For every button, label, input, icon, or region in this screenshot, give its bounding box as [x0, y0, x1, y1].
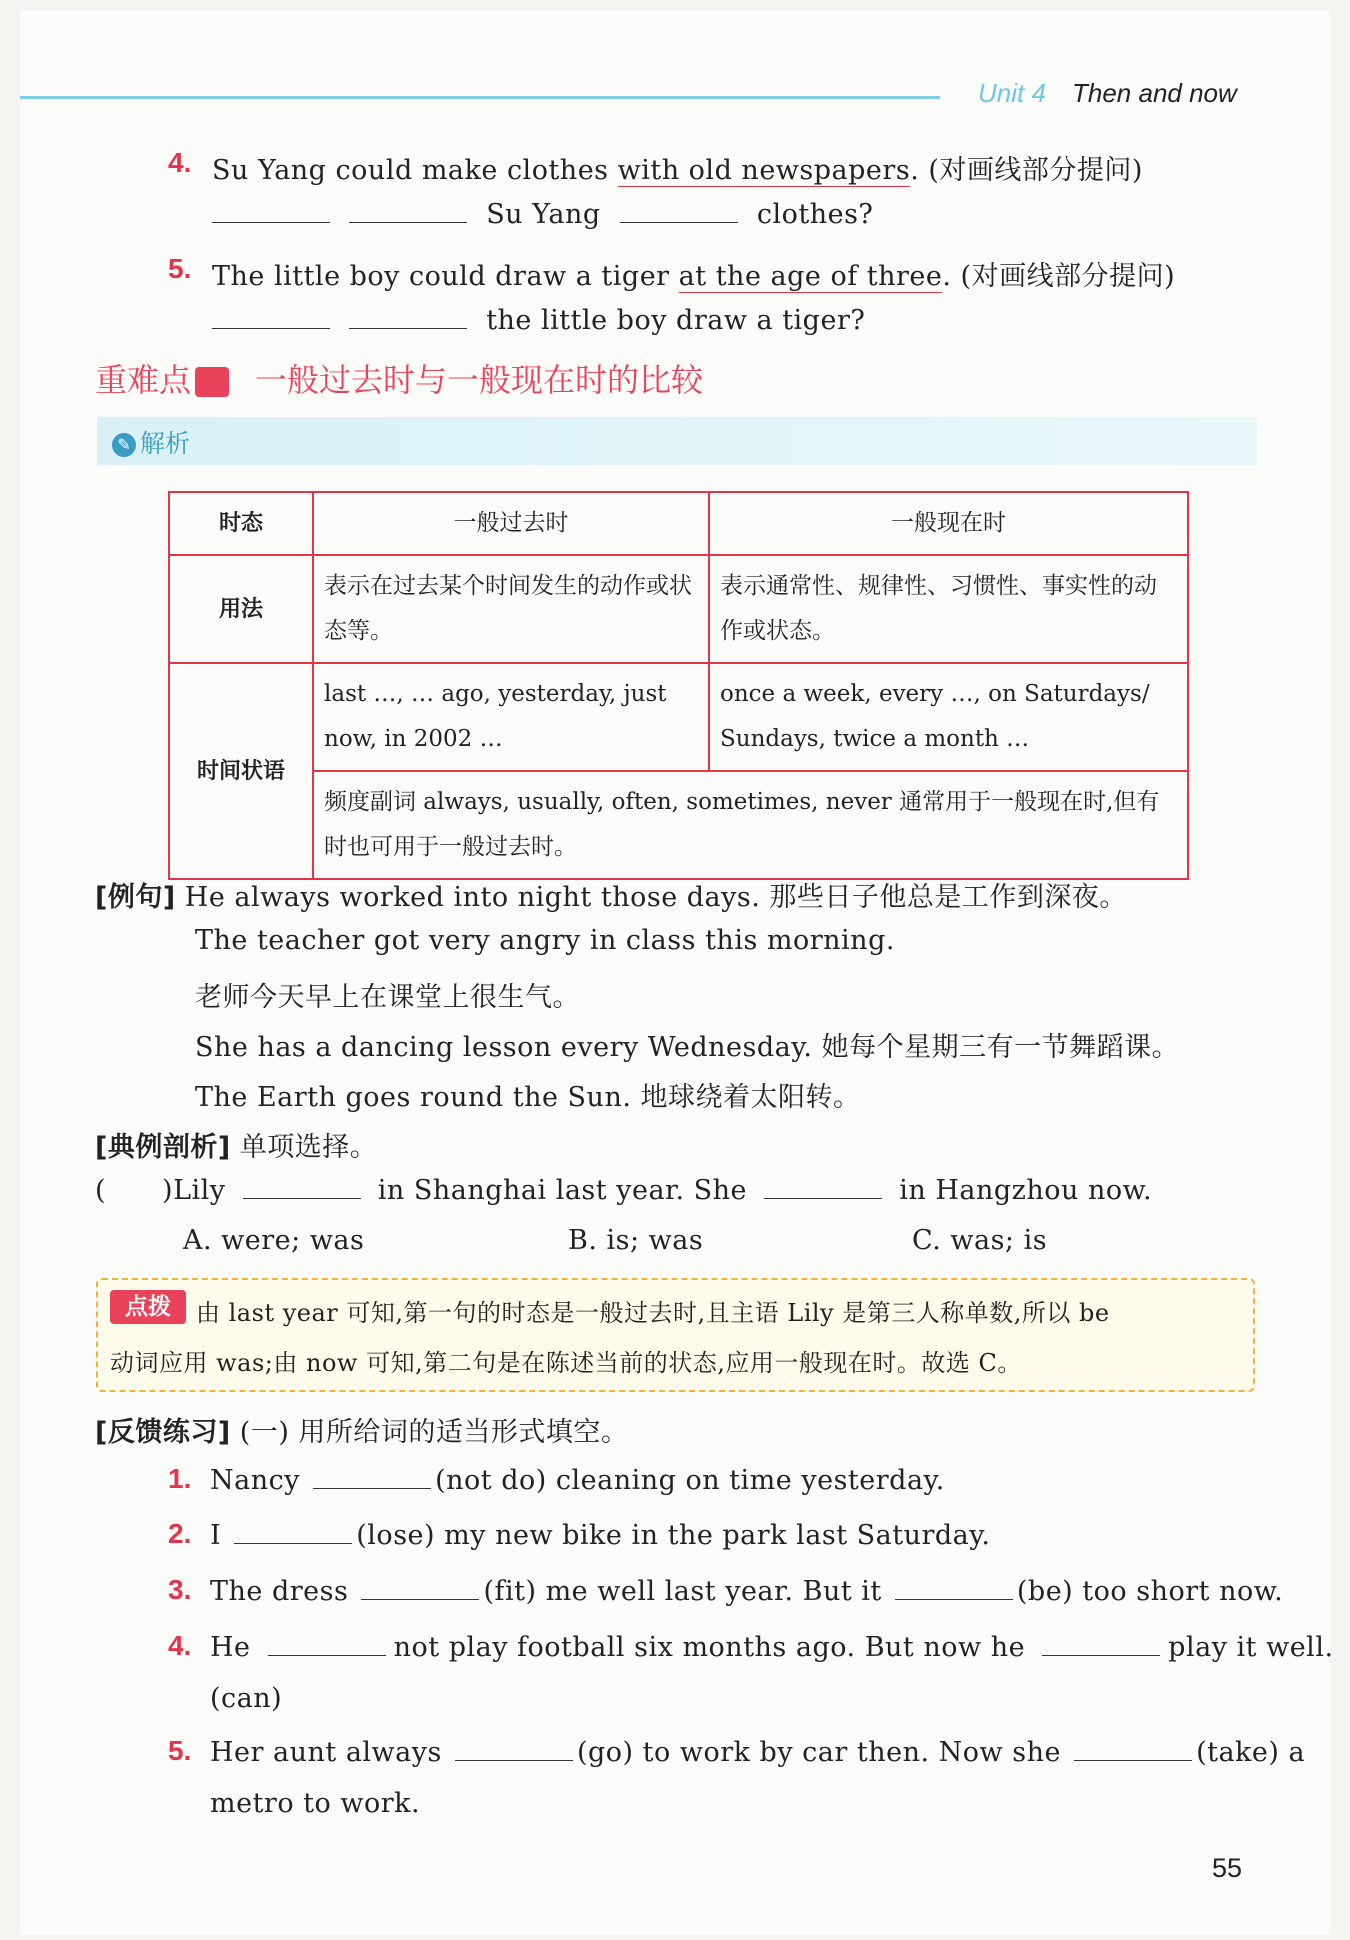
example-line: The Earth goes round the Sun. 地球绕着太阳转。	[195, 1082, 861, 1113]
header-cell: 一般过去时	[313, 492, 709, 555]
item-text: (not do) cleaning on time yesterday.	[435, 1465, 945, 1496]
tip-badge: 点拨	[110, 1290, 186, 1324]
item-text: (go) to work by car then. Now she	[576, 1737, 1061, 1768]
page-number: 55	[1212, 1853, 1243, 1883]
item-text: The dress	[210, 1576, 349, 1607]
section-heading: 一般过去时与一般现在时的比较	[255, 361, 704, 399]
grammar-table	[168, 491, 1189, 880]
analysis-heading	[95, 1125, 377, 1164]
answer-blank[interactable]	[620, 200, 738, 223]
sentence-text-end: . (对画线部分提问)	[910, 155, 1143, 186]
item-text: Nancy	[210, 1465, 300, 1496]
exercise-sentence	[212, 254, 1175, 293]
feedback-heading	[95, 1410, 628, 1449]
table-cell: once a week, every …, on Saturdays/ Sundays, twice a month …	[709, 663, 1188, 771]
feedback-item	[210, 1465, 945, 1496]
table-cell: 表示在过去某个时间发生的动作或状态等。	[313, 555, 709, 663]
table-cell: last …, … ago, yesterday, just now, in 2002 …	[313, 663, 709, 771]
answer-blank[interactable]	[212, 306, 330, 329]
item-text: (be) too short now.	[1016, 1576, 1284, 1607]
question-text: )Lily	[162, 1175, 226, 1206]
tip-text: 动词应用 was;由 now 可知,第二句是在陈述当前的状态,应用一般现在时。故选 C。	[110, 1349, 1022, 1377]
underlined-phrase: with old newspapers	[617, 155, 911, 186]
sentence-text-end: . (对画线部分提问)	[942, 261, 1176, 292]
pencil-icon: ✎	[112, 433, 136, 457]
example-line: She has a dancing lesson every Wednesday. 她每个星期三有一节舞蹈课。	[195, 1032, 1180, 1063]
analysis-bar	[97, 417, 1257, 465]
example-line	[95, 875, 1127, 914]
sentence-text: Su Yang could make clothes	[212, 155, 618, 186]
question-line	[95, 1175, 1152, 1206]
exercise-number: 5.	[168, 253, 192, 284]
table-row	[169, 771, 1188, 879]
section-number-badge	[195, 367, 229, 397]
section-label: 重难点	[95, 361, 192, 399]
item-text: I	[210, 1520, 222, 1551]
answer-text: clothes?	[756, 199, 874, 230]
item-text: not play football six months ago. But now he	[393, 1632, 1026, 1663]
header-cell: 时态	[169, 492, 313, 555]
answer-line	[212, 305, 865, 336]
answer-blank[interactable]	[764, 1176, 882, 1199]
example-text: He always worked into night those days. 那些日子他总是工作到深夜。	[184, 882, 1127, 913]
header-title: Then and now	[1072, 78, 1237, 108]
analysis-text: 解析	[140, 429, 191, 458]
underlined-phrase: at the age of three	[678, 261, 943, 292]
exercise-number: 3.	[168, 1574, 192, 1605]
item-text: (fit) me well last year. But it	[483, 1576, 882, 1607]
item-continuation: metro to work.	[210, 1788, 421, 1819]
feedback-instruction: (一) 用所给词的适当形式填空。	[239, 1417, 629, 1448]
answer-blank[interactable]	[268, 1633, 386, 1656]
example-line: The teacher got very angry in class this morning.	[195, 925, 895, 956]
header-rule	[20, 96, 940, 99]
example-tag: [例句]	[95, 882, 176, 913]
item-text: (take) a	[1196, 1737, 1306, 1768]
answer-line	[212, 199, 873, 230]
table-cell: 表示通常性、规律性、习惯性、事实性的动作或状态。	[709, 555, 1188, 663]
example-line: 老师今天早上在课堂上很生气。	[195, 982, 580, 1013]
answer-text: the little boy draw a tiger?	[486, 305, 866, 336]
analysis-tag: [典例剖析]	[95, 1132, 231, 1163]
analysis-label	[112, 424, 190, 460]
feedback-tag: [反馈练习]	[95, 1417, 231, 1448]
answer-blank[interactable]	[234, 1521, 352, 1544]
answer-blank[interactable]	[212, 200, 330, 223]
exercise-number: 5.	[168, 1735, 192, 1766]
sentence-text: The little boy could draw a tiger	[212, 261, 679, 292]
answer-paren[interactable]: (	[95, 1175, 107, 1206]
item-text: play it well.	[1168, 1632, 1334, 1663]
header-cell: 一般现在时	[709, 492, 1188, 555]
row-label: 时间状语	[169, 663, 313, 879]
exercise-number: 2.	[168, 1518, 192, 1549]
answer-blank[interactable]	[349, 306, 467, 329]
answer-blank[interactable]	[895, 1577, 1013, 1600]
answer-blank[interactable]	[361, 1577, 479, 1600]
table-row	[169, 555, 1188, 663]
section-title	[95, 355, 703, 401]
answer-blank[interactable]	[1042, 1633, 1160, 1656]
answer-blank[interactable]	[313, 1466, 431, 1489]
exercise-number: 1.	[168, 1463, 192, 1494]
row-label: 用法	[169, 555, 313, 663]
feedback-item	[210, 1737, 1305, 1768]
feedback-item	[210, 1520, 991, 1551]
answer-text: Su Yang	[486, 199, 601, 230]
answer-blank[interactable]	[1074, 1738, 1192, 1761]
exercise-sentence	[212, 148, 1143, 187]
item-text: Her aunt always	[210, 1737, 442, 1768]
item-hint: (can)	[210, 1683, 283, 1714]
tip-text: 由 last year 可知,第一句的时态是一般过去时,且主语 Lily 是第三人称单数,所以 be	[196, 1299, 1110, 1327]
question-text: in Hangzhou now.	[899, 1175, 1153, 1206]
exercise-number: 4.	[168, 147, 192, 178]
answer-blank[interactable]	[243, 1176, 361, 1199]
answer-blank[interactable]	[455, 1738, 573, 1761]
header-unit: Unit 4	[978, 78, 1046, 108]
feedback-item	[210, 1576, 1283, 1607]
analysis-instruction: 单项选择。	[239, 1132, 378, 1163]
question-text: in Shanghai last year. She	[377, 1175, 748, 1206]
table-row	[169, 492, 1188, 555]
option-b[interactable]: B. is; was	[568, 1225, 704, 1256]
table-cell: 频度副词 always, usually, often, sometimes, never 通常用于一般现在时,但有时也可用于一般过去时。	[313, 771, 1188, 879]
table-row	[169, 663, 1188, 771]
exercise-number: 4.	[168, 1630, 192, 1661]
feedback-item	[210, 1632, 1334, 1663]
option-a[interactable]: A. were; was	[183, 1225, 365, 1256]
option-c[interactable]: C. was; is	[912, 1225, 1048, 1256]
answer-blank[interactable]	[349, 200, 467, 223]
item-text: (lose) my new bike in the park last Saturday.	[356, 1520, 991, 1551]
item-text: He	[210, 1632, 251, 1663]
